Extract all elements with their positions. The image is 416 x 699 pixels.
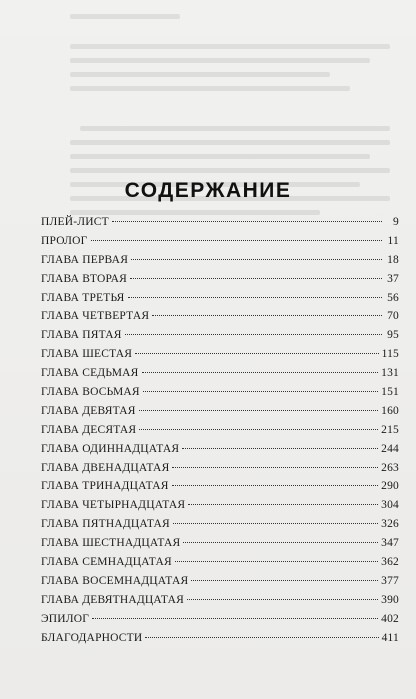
toc-entry-label: ГЛАВА ОДИННАДЦАТАЯ [41,442,180,455]
toc-entry-page: 390 [381,593,399,606]
toc-leader-dots [130,278,382,279]
toc-leader-dots [143,391,378,392]
toc-entry-page: 70 [387,310,399,323]
toc-entry-label: ГЛАВА ТРЕТЬЯ [41,291,125,304]
toc-entry-page: 131 [381,367,399,380]
toc-entry[interactable] [41,216,399,235]
toc-leader-dots [112,221,382,222]
toc-entry-label: ГЛАВА ДЕВЯТНАДЦАТАЯ [41,593,184,606]
toc-entry-label: ГЛАВА ВТОРАЯ [41,272,128,285]
toc-entry-label: ГЛАВА ВОСЕМНАДЦАТАЯ [41,574,189,587]
toc-entry-label: ГЛАВА ДЕВЯТАЯ [41,404,136,417]
toc-entry[interactable] [41,537,399,556]
toc-entry[interactable] [41,405,399,424]
toc-entry-label: ГЛАВА ЧЕТЫРНАДЦАТАЯ [41,499,186,512]
toc-leader-dots [172,467,378,468]
toc-entry[interactable] [41,348,399,367]
toc-leader-dots [128,297,382,298]
toc-entry-label: ГЛАВА ТРИНАДЦАТАЯ [41,480,169,493]
toc-entry-label: ГЛАВА ДЕСЯТАЯ [41,423,137,436]
toc-title: СОДЕРЖАНИЕ [124,179,292,202]
toc-entry-page: 37 [387,272,399,285]
toc-entry-page: 151 [381,386,399,399]
toc-leader-dots [183,542,378,543]
toc-entry[interactable] [41,367,399,386]
toc-entry[interactable] [41,254,399,273]
toc-entry[interactable] [41,594,399,613]
toc-entry-page: 347 [381,537,399,550]
toc-entry-label: ЭПИЛОГ [41,612,90,625]
toc-leader-dots [142,372,379,373]
toc-entry-label: ПРОЛОГ [41,234,88,247]
toc-entry[interactable] [41,329,399,348]
toc-leader-dots [182,448,378,449]
toc-entry-page: 377 [381,574,399,587]
toc-entry[interactable] [41,273,399,292]
toc-entry-page: 95 [387,329,399,342]
toc-entry-page: 411 [381,631,399,644]
toc-entry[interactable] [41,613,399,632]
toc-entry-page: 115 [381,348,399,361]
toc-entry-page: 160 [381,404,399,417]
toc-list [41,216,399,650]
toc-entry-label: ГЛАВА ПЯТНАДЦАТАЯ [41,518,170,531]
toc-entry-page: 244 [381,442,399,455]
toc-leader-dots [175,561,378,562]
toc-entry[interactable] [41,386,399,405]
toc-entry-page: 56 [387,291,399,304]
toc-entry-label: ГЛАВА ЧЕТВЕРТАЯ [41,310,150,323]
toc-leader-dots [131,259,382,260]
toc-entry-label: ГЛАВА ПЕРВАЯ [41,253,129,266]
toc-leader-dots [187,599,378,600]
toc-entry-page: 290 [381,480,399,493]
toc-entry-page: 362 [381,556,399,569]
toc-leader-dots [191,580,378,581]
bleed-through-text [60,0,400,240]
toc-leader-dots [139,429,378,430]
toc-entry-page: 304 [381,499,399,512]
toc-leader-dots [152,315,382,316]
toc-entry-page: 11 [387,234,399,247]
toc-entry[interactable] [41,424,399,443]
toc-leader-dots [92,618,378,619]
toc-entry-page: 326 [381,518,399,531]
toc-leader-dots [188,504,378,505]
toc-entry-page: 9 [393,216,399,228]
toc-entry-label: ГЛАВА ШЕСТНАДЦАТАЯ [41,537,181,550]
toc-leader-dots [91,240,382,241]
toc-entry[interactable] [41,443,399,462]
toc-entry-label: ГЛАВА ШЕСТАЯ [41,348,133,361]
toc-entry[interactable] [41,235,399,254]
toc-entry-page: 215 [381,423,399,436]
toc-entry[interactable] [41,575,399,594]
toc-leader-dots [173,523,378,524]
toc-entry-label: БЛАГОДАРНОСТИ [41,631,143,644]
toc-entry-page: 18 [387,253,399,266]
toc-entry[interactable] [41,480,399,499]
toc-leader-dots [125,334,382,335]
toc-entry[interactable] [41,556,399,575]
toc-entry-label: ГЛАВА ПЯТАЯ [41,329,122,342]
toc-leader-dots [145,637,378,638]
toc-entry[interactable] [41,462,399,481]
toc-entry-page: 402 [381,612,399,625]
toc-entry-label: ГЛАВА СЕДЬМАЯ [41,367,139,380]
toc-entry[interactable] [41,310,399,329]
toc-entry[interactable] [41,499,399,518]
toc-entry[interactable] [41,292,399,311]
toc-entry-label: ГЛАВА ДВЕНАДЦАТАЯ [41,461,170,474]
toc-leader-dots [139,410,378,411]
toc-entry-label: ПЛЕЙ-ЛИСТ [41,216,109,228]
toc-entry[interactable] [41,632,399,651]
toc-leader-dots [135,353,378,354]
toc-entry-page: 263 [381,461,399,474]
toc-entry-label: ГЛАВА ВОСЬМАЯ [41,386,140,399]
toc-entry[interactable] [41,518,399,537]
toc-entry-label: ГЛАВА СЕМНАДЦАТАЯ [41,556,172,569]
toc-leader-dots [172,485,379,486]
